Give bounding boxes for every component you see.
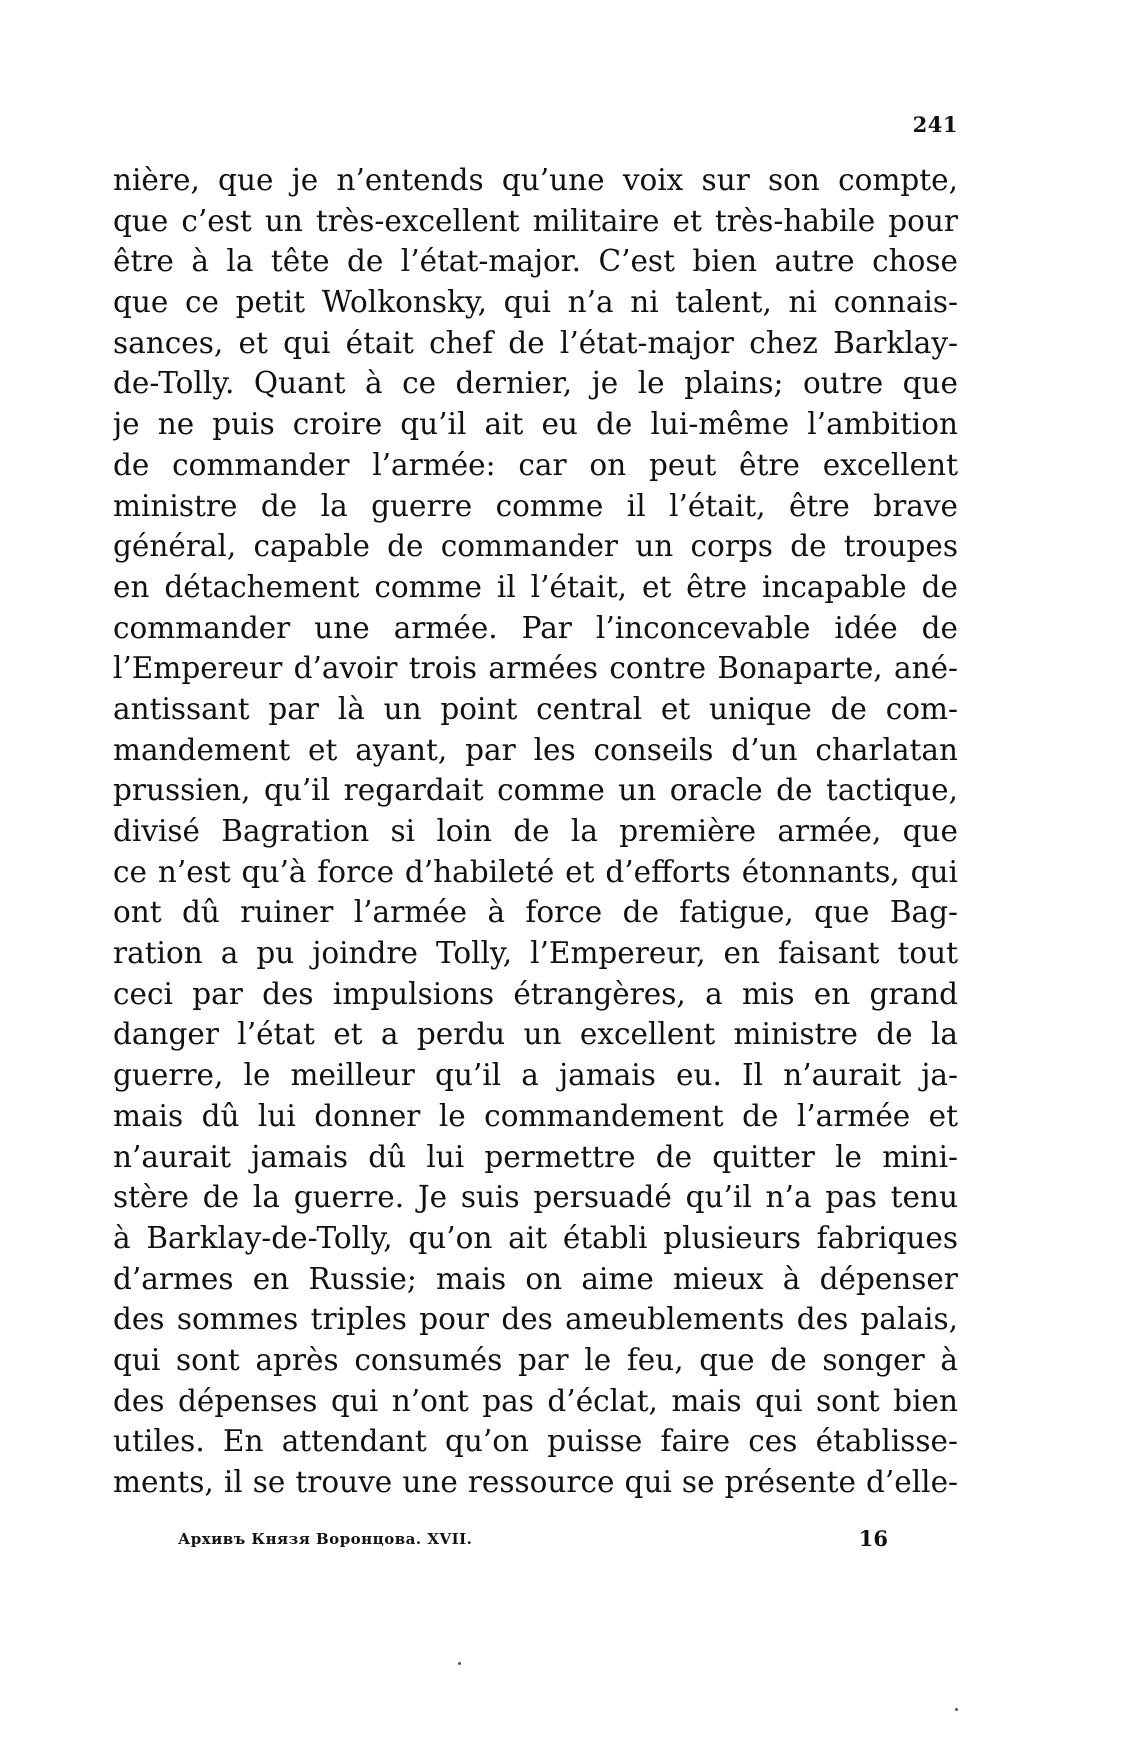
scan-speck [458, 1662, 461, 1665]
text-line: général, capable de commander un corps de troupes [113, 529, 958, 564]
text-line: ments, il se trouve une ressource qui se présente d’elle- [113, 1465, 958, 1499]
text-line: divisé Bagration si loin de la première armée, que [113, 814, 958, 848]
text-line: guerre, le meilleur qu’il a jamais eu. Il n’aurait ja- [113, 1058, 958, 1093]
text-line: stère de la guerre. Je suis persuadé qu’il n’a pas tenu [113, 1180, 958, 1215]
text-line: des dépenses qui n’ont pas d’éclat, mais qui sont bien [113, 1383, 958, 1418]
text-line: antissant par là un point central et unique de com- [113, 691, 958, 726]
text-line: ce n’est qu’à force d’habileté et d’efforts étonnants, qui [113, 854, 958, 889]
text-line: prussien, qu’il regardait comme un oracle de tactique, [113, 773, 958, 808]
text-line: utiles. En attendant qu’on puisse faire ces établisse- [113, 1424, 958, 1459]
scan-speck [955, 1708, 958, 1711]
text-line: des sommes triples pour des ameublements des palais, [113, 1302, 958, 1337]
footer-signature: Архивъ Князя Воронцова. XVII. [178, 1530, 473, 1548]
text-line: que ce petit Wolkonsky, qui n’a ni talent, ni connais- [113, 285, 958, 320]
text-line: sances, et qui était chef de l’état-major chez Barklay- [113, 325, 958, 360]
text-line: je ne puis croire qu’il ait eu de lui-même l’ambition [113, 407, 958, 442]
text-line: de commander l’armée: car on peut être excellent [113, 447, 958, 482]
text-line: nière, que je n’entends qu’une voix sur son compte, [113, 163, 958, 197]
text-line: qui sont après consumés par le feu, que de songer à [113, 1342, 958, 1377]
text-line: être à la tête de l’état-major. C’est bien autre chose [113, 244, 958, 279]
text-line: commander une armée. Par l’inconcevable idée de [113, 610, 958, 645]
body-text [113, 160, 958, 1503]
text-line: mais dû lui donner le commandement de l’armée et [113, 1098, 958, 1133]
text-line: ration a pu joindre Tolly, l’Empereur, en faisant tout [113, 936, 958, 971]
text-line: ministre de la guerre comme il l’était, être brave [113, 488, 958, 523]
sheet-number: 16 [858, 1526, 888, 1551]
text-line: ceci par des impulsions étrangères, a mis en grand [113, 976, 958, 1011]
text-line: mandement et ayant, par les conseils d’un charlatan [113, 732, 958, 767]
text-line: à Barklay-de-Tolly, qu’on ait établi plusieurs fabriques [113, 1220, 958, 1255]
text-line: danger l’état et a perdu un excellent ministre de la [113, 1017, 958, 1052]
text-line: d’armes en Russie; mais on aime mieux à dépenser [113, 1261, 958, 1296]
text-line: que c’est un très-excellent militaire et très-habile pour [113, 203, 958, 238]
text-line: n’aurait jamais dû lui permettre de quitter le mini- [113, 1139, 958, 1174]
text-line: ont dû ruiner l’armée à force de fatigue, que Bag- [113, 895, 958, 930]
text-line: de-Tolly. Quant à ce dernier, je le plains; outre que [113, 366, 958, 401]
text-line: l’Empereur d’avoir trois armées contre Bonaparte, ané- [113, 651, 958, 686]
text-line: en détachement comme il l’était, et être incapable de [113, 569, 958, 604]
page-number: 241 [912, 112, 958, 137]
